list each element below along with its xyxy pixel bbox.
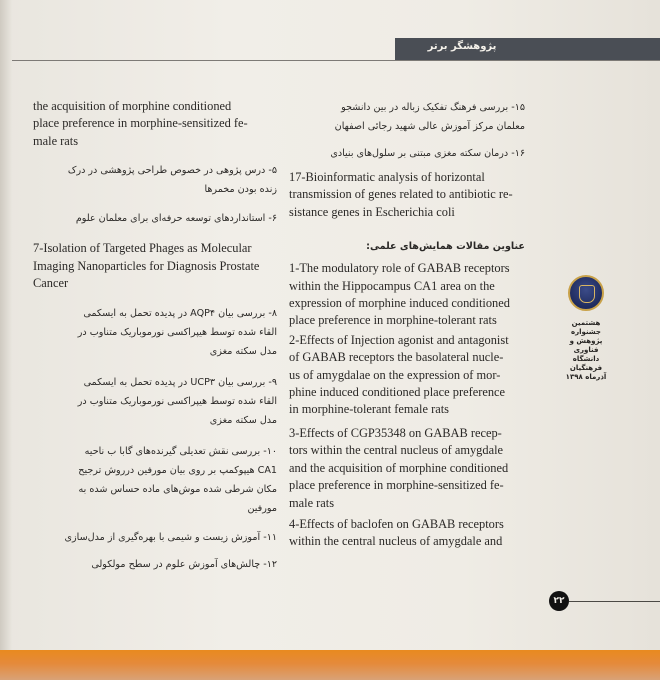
left-item-11: ۱۱- آموزش زیست و شیمی با بهره‌گیری از مدل‌سازی <box>64 532 277 544</box>
right-item-15: ۱۵- بررسی فرهنگ تفکیک زباله در بین دانشجو معلمان مرکز آموزش عالی شهید رجائی اصفهان <box>334 102 525 132</box>
university-seal-icon <box>568 275 604 311</box>
left-column <box>33 98 277 574</box>
left-item-6: ۶- استانداردهای توسعه حرفه‌ای برای معلمان علوم <box>75 213 277 225</box>
conference-paper-1: 1-The modulatory role of GABAB receptors within the Hippocampus CA1 area on the expression of morphine induced conditioned place preference in morphine-tolerant rats <box>289 261 510 328</box>
right-item-16: ۱۶- درمان سکته مغزی مبتنی بر سلول‌های بنیادی <box>330 148 525 159</box>
left-item-7: 7-Isolation of Targeted Phages as Molecular Imaging Nanoparticles for Diagnosis Prostate Cancer <box>33 241 260 291</box>
section-header-title: پژوهشگر برتر <box>427 41 497 52</box>
seal-emblem-icon <box>579 285 595 303</box>
header-rule <box>12 60 660 61</box>
conference-papers-heading: عناوین مقالات همایش‌های علمی: <box>366 241 525 253</box>
book-spine-shadow <box>0 0 12 650</box>
page-number-rule <box>569 601 660 602</box>
left-item-12: ۱۲- چالش‌های آموزش علوم در سطح مولکولی <box>91 559 277 571</box>
left-item-10: ۱۰- بررسی نقش تعدیلی گیرنده‌های گابا ب ناحیه CA1 هیپوکمپ بر روی بیان مورفین درروش ترجیح مکان شرطی شده موش‌های ماده حساس شده به مورفین <box>78 446 277 515</box>
left-item-8: ۸- بررسی بیان AQP۴ در پدیده تحمل به ایسکمی القاء شده توسط هیپراکسی نورموباریک متناوب در مدل سکته مغزی <box>77 308 277 358</box>
page-number: ۲۲ <box>549 591 569 611</box>
right-item-17: 17-Bioinformatic analysis of horizontal transmission of genes related to antibiotic re- sistance genes in Escherichia coli <box>289 170 513 219</box>
conference-paper-4: 4-Effects of baclofen on GABAB receptors within the central nucleus of amygdale and <box>289 516 504 549</box>
conference-paper-2: 2-Effects of Injection agonist and antagonist of GABAB receptors the basolateral nucle- us of amygdalae on the expression of mor- phine induced conditioned place preference in morphine-tolerant female rats <box>289 332 509 417</box>
left-item-5: ۵- درس پژوهی در خصوص طراحی پژوهشی در درک زنده بودن مخمرها <box>67 165 277 196</box>
festival-badge <box>557 275 615 382</box>
left-item-continued-3: the acquisition of morphine conditioned place preference in morphine-sensitized fe- male rats <box>33 99 248 148</box>
conference-paper-3: 3-Effects of CGP35348 on GABAB recep- tors within the central nucleus of amygdale and the acquisition of morphine conditioned place preference in morphine-sensitized fe- male rats <box>289 425 509 510</box>
right-column <box>289 98 525 551</box>
festival-badge-text: هشتمین جشنواره پژوهش و فناوری دانشگاه فرهنگیان آذرماه ۱۳۹۸ <box>565 319 607 381</box>
left-item-9: ۹- بررسی بیان UCP۳ در پدیده تحمل به ایسکمی القاء شده توسط هیپراکسی نورموباریک متناوب در مدل سکته مغزی <box>77 377 277 427</box>
orange-footer-band <box>0 650 660 680</box>
